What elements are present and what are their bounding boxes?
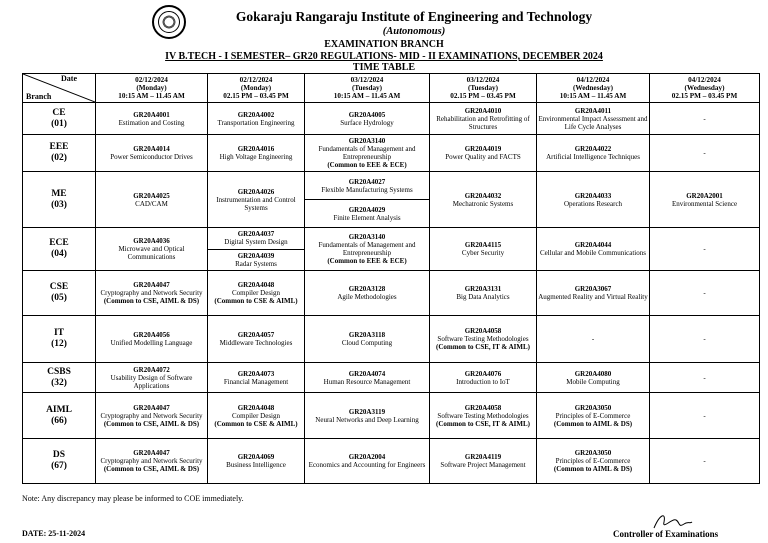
autonomous-label: (Autonomous) [382,26,446,37]
exam-cell: GR20A3128 Agile Methodologies [305,271,430,316]
exam-cell: GR20A4014 Power Semiconductor Drives [96,135,208,172]
branch-cell: AIML (66) [23,393,96,439]
exam-cell: GR20A4048 Compiler Design (Common to CSE & AIML) [208,271,305,316]
exam-cell: GR20A4044 Cellular and Mobile Communications [537,228,650,271]
col-header: 02/12/2024 (Monday) 02.15 PM – 03.45 PM [208,74,305,103]
exam-cell: GR20A4076 Introduction to IoT [430,363,537,393]
exam-cell: GR20A3050 Principles of E-Commerce (Common to AIML & DS) [537,393,650,439]
branch-cell: ECE (04) [23,228,96,271]
exam-cell-split: GR20A4037 Digital System Design GR20A4039 Radar Systems [208,228,305,271]
exam-title: IV B.TECH - I SEMESTER– GR20 REGULATIONS- MID - II EXAMINATIONS, DECEMBER 2024 [165,51,603,62]
header-row [23,74,760,103]
branch-corner-label: Branch [26,92,52,101]
exam-cell: GR20A4047 Cryptography and Network Security (Common to CSE, AIML & DS) [96,439,208,484]
exam-cell: - [650,103,760,135]
corner-cell [23,74,96,103]
exam-cell: GR20A4047 Cryptography and Network Security (Common to CSE, AIML & DS) [96,393,208,439]
exam-cell: GR20A4119 Software Project Management [430,439,537,484]
table-row-cse [23,271,760,316]
table-row-eee [23,135,760,172]
exam-cell: - [650,271,760,316]
exam-cell: GR20A4025 CAD/CAM [96,172,208,228]
col-header: 03/12/2024 (Tuesday) 02.15 PM – 03.45 PM [430,74,537,103]
exam-cell: GR20A4072 Usability Design of Software Applications [96,363,208,393]
table-row-it [23,316,760,363]
exam-cell: GR20A4019 Power Quality and FACTS [430,135,537,172]
table-row-ce [23,103,760,135]
issue-date: DATE: 25-11-2024 [22,529,86,538]
exam-cell-split: GR20A4027 Flexible Manufacturing Systems GR20A4029 Finite Element Analysis [305,172,430,228]
exam-cell: GR20A4001 Estimation and Costing [96,103,208,135]
exam-cell: GR20A4058 Software Testing Methodologies (Common to CSE, IT & AIML) [430,316,537,363]
exam-cell: GR20A4005 Surface Hydrology [305,103,430,135]
exam-cell: - [650,363,760,393]
examination-branch: EXAMINATION BRANCH [324,39,444,50]
branch-cell: CSE (05) [23,271,96,316]
exam-cell: GR20A4048 Compiler Design (Common to CSE & AIML) [208,393,305,439]
exam-cell: - [650,135,760,172]
branch-cell: EEE (02) [23,135,96,172]
exam-cell: GR20A4058 Software Testing Methodologies (Common to CSE, IT & AIML) [430,393,537,439]
table-row-csbs [23,363,760,393]
exam-cell: - [650,393,760,439]
exam-cell: GR20A4016 High Voltage Engineering [208,135,305,172]
exam-cell: - [650,439,760,484]
exam-cell: - [650,228,760,271]
exam-cell: GR20A4026 Instrumentation and Control Systems [208,172,305,228]
exam-cell: GR20A3140 Fundamentals of Management and Entrepreneurship (Common to EEE & ECE) [305,228,430,271]
controller-signature-label: Controller of Examinations [613,529,719,539]
exam-cell: GR20A4047 Cryptography and Network Security (Common to CSE, AIML & DS) [96,271,208,316]
exam-cell: GR20A3131 Big Data Analytics [430,271,537,316]
exam-cell: GR20A2004 Economics and Accounting for Engineers [305,439,430,484]
col-header: 02/12/2024 (Monday) 10:15 AM – 11.45 AM [96,74,208,103]
time-table-title: TIME TABLE [352,62,416,73]
discrepancy-note: Note: Any discrepancy may please be informed to COE immediately. [22,494,244,503]
exam-cell: GR20A3067 Augmented Reality and Virtual Reality [537,271,650,316]
exam-cell: GR20A3118 Cloud Computing [305,316,430,363]
timetable [22,73,760,484]
exam-cell: - [650,316,760,363]
exam-cell: GR20A4115 Cyber Security [430,228,537,271]
col-header: 03/12/2024 (Tuesday) 10:15 AM – 11.45 AM [305,74,430,103]
exam-cell: GR20A3119 Neural Networks and Deep Learning [305,393,430,439]
branch-cell: DS (67) [23,439,96,484]
exam-cell: GR20A4010 Rehabilitation and Retrofitting of Structures [430,103,537,135]
branch-cell: ME (03) [23,172,96,228]
col-header: 04/12/2024 (Wednesday) 02.15 PM – 03.45 PM [650,74,760,103]
exam-cell: GR20A4073 Financial Management [208,363,305,393]
institute-name: Gokaraju Rangaraju Institute of Engineering and Technology [235,9,593,24]
exam-cell: GR20A4069 Business Intelligence [208,439,305,484]
exam-cell: GR20A4011 Environmental Impact Assessment and Life Cycle Analyses [537,103,650,135]
table-row-aiml [23,393,760,439]
exam-cell: GR20A4022 Artificial Intelligence Techniques [537,135,650,172]
branch-cell: CE (01) [23,103,96,135]
exam-cell: GR20A4033 Operations Research [537,172,650,228]
exam-cell: GR20A4036 Microwave and Optical Communications [96,228,208,271]
branch-cell: IT (12) [23,316,96,363]
exam-cell: GR20A4056 Unified Modelling Language [96,316,208,363]
branch-cell: CSBS (32) [23,363,96,393]
exam-cell: GR20A3140 Fundamentals of Management and Entrepreneurship (Common to EEE & ECE) [305,135,430,172]
table-row-ece [23,228,760,271]
table-row-ds [23,439,760,484]
exam-cell: GR20A4002 Transportation Engineering [208,103,305,135]
table-row-me [23,172,760,228]
exam-cell: - [537,316,650,363]
date-corner-label: Date [61,74,77,83]
exam-cell: GR20A4080 Mobile Computing [537,363,650,393]
exam-cell: GR20A4074 Human Resource Management [305,363,430,393]
exam-cell: GR20A4032 Mechatronic Systems [430,172,537,228]
exam-cell: GR20A4057 Middleware Technologies [208,316,305,363]
exam-cell: GR20A3050 Principles of E-Commerce (Common to AIML & DS) [537,439,650,484]
exam-cell: GR20A2001 Environmental Science [650,172,760,228]
col-header: 04/12/2024 (Wednesday) 10:15 AM – 11.45 AM [537,74,650,103]
